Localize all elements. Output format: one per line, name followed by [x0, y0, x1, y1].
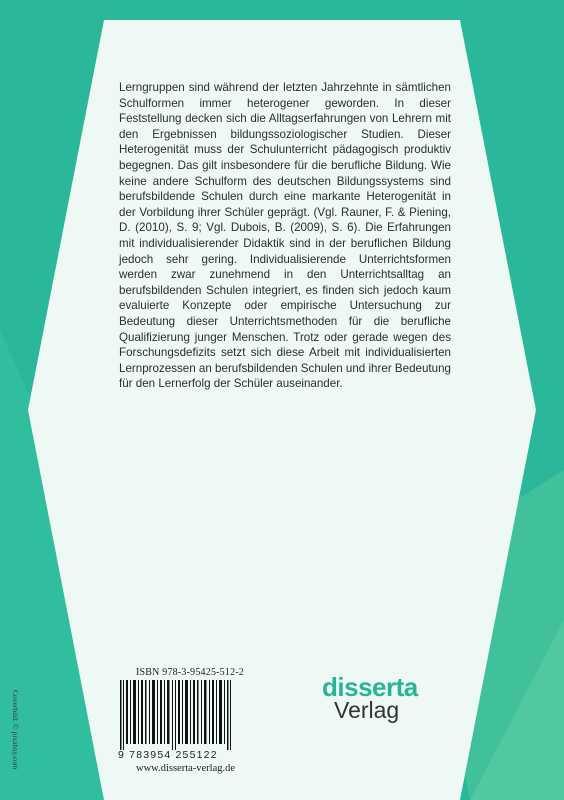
publisher-logo	[322, 674, 418, 722]
logo-line-2: Verlag	[334, 697, 400, 723]
barcode-block	[118, 667, 258, 761]
logo-line-1: disserta	[322, 672, 418, 702]
isbn-label: ISBN 978-3-95425-512-2	[136, 667, 245, 678]
barcode-digits: 9 783954 255122	[118, 749, 218, 761]
barcode-icon	[118, 680, 236, 750]
publisher-url: www.disserta-verlag.de	[136, 763, 236, 774]
cover-image-credit: Coverbild: © pixabay.com	[11, 690, 20, 770]
back-cover-blurb: Lerngruppen sind während der letzten Jahrzehnte in sämtlichen Schulformen immer heterogener geworden. In dieser Feststellung decken sich die Alltagserfahrungen von Lehrern mit den Ergebnissen bildungssoziologischer Studien. Dieser Heterogenität muss der Schulunterricht pädagogisch produktiv begegnen. Das gilt insbesondere für die berufliche Bildung. Wie keine andere Schulform des deutschen Bildungssystems sind berufsbildende Schulen durch eine markante Heterogenität in der Vorbildung ihrer Schüler geprägt. (Vgl. Rauner, F. & Piening, D. (2010), S. 9; Vgl. Dubois, B. (2009), S. 6). Die Erfahrungen mit individualisierender Didaktik sind in der beruflichen Bildung jedoch sehr gering. Individualisierende Unterrichtsformen werden zwar zunehmend in den Unterrichtsalltag an berufsbildenden Schulen integriert, es finden sich jedoch kaum evaluierte Konzepte oder empirische Untersuchung zur Bedeutung dieser Unterrichtsmethoden für die berufliche Qualifizierung junger Menschen. Trotz oder gerade wegen des Forschungsdefizits setzt sich diese Arbeit mit individualisierten Lernprozessen an berufsbildenden Schulen und ihrer Bedeutung für den Lernerfolg der Schüler auseinander.	[119, 81, 451, 391]
